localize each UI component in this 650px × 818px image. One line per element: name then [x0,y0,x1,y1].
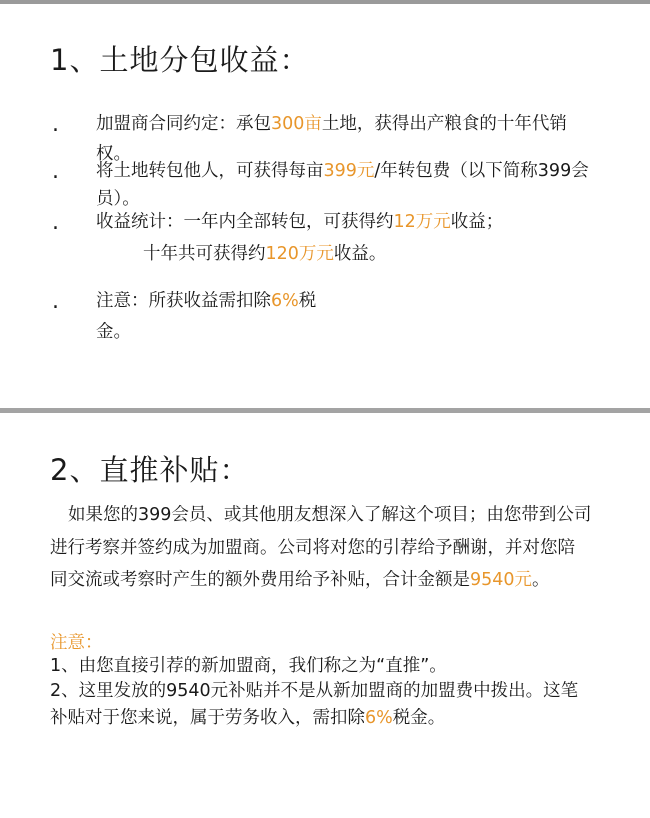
top-divider [0,0,650,4]
bullet4-line1: 注意：所获收益需扣除6%税 [96,291,317,311]
bullet-dot: . [52,112,59,137]
note-heading: 注意： [50,633,103,653]
bullet1-line2: 权。 [96,144,131,164]
bullet-dot: . [52,210,59,235]
note-item2-line1: 2、这里发放的9540元补贴并不是从新加盟商的加盟费中拨出。这笔 [50,681,579,701]
highlight-text: 6% [365,708,393,728]
bullet1-line1: 加盟商合同约定：承包300亩土地，获得出产粮食的十年代销 [96,114,567,134]
section2-para-line1: 如果您的399会员、或其他朋友想深入了解这个项目；由您带到公司 [68,505,592,525]
bullet-dot: . [52,159,59,184]
section-divider [0,408,650,413]
highlight-text: 399元 [323,161,375,181]
highlight-text: 9540元 [470,570,533,590]
bullet2-line2: 员）。 [96,189,140,209]
highlight-text: 6% [271,291,299,311]
highlight-text: 12万元 [393,212,451,232]
note-item1: 1、由您直接引荐的新加盟商，我们称之为“直推”。 [50,656,447,676]
note-item2-line2: 补贴对于您来说，属于劳务收入，需扣除6%税金。 [50,708,446,728]
bullet2-line1: 将土地转包他人，可获得每亩399元/年转包费（以下简称399会 [96,161,589,181]
section2-para-line3: 同交流或考察时产生的额外费用给予补贴，合计金额是9540元。 [50,570,550,590]
section2-title: 2、直推补贴： [50,453,250,487]
section1-title: 1、土地分包收益： [50,43,310,77]
bullet3-line2: 十年共可获得约120万元收益。 [143,244,387,264]
highlight-text: 300亩 [271,114,322,134]
highlight-text: 120万元 [265,244,334,264]
bullet3-line1: 收益统计：一年内全部转包，可获得约12万元收益； [96,212,504,232]
bullet4-line2: 金。 [96,322,131,342]
bullet-dot: . [52,289,59,314]
section2-para-line2: 进行考察并签约成为加盟商。公司将对您的引荐给予酬谢，并对您陪 [50,538,575,558]
